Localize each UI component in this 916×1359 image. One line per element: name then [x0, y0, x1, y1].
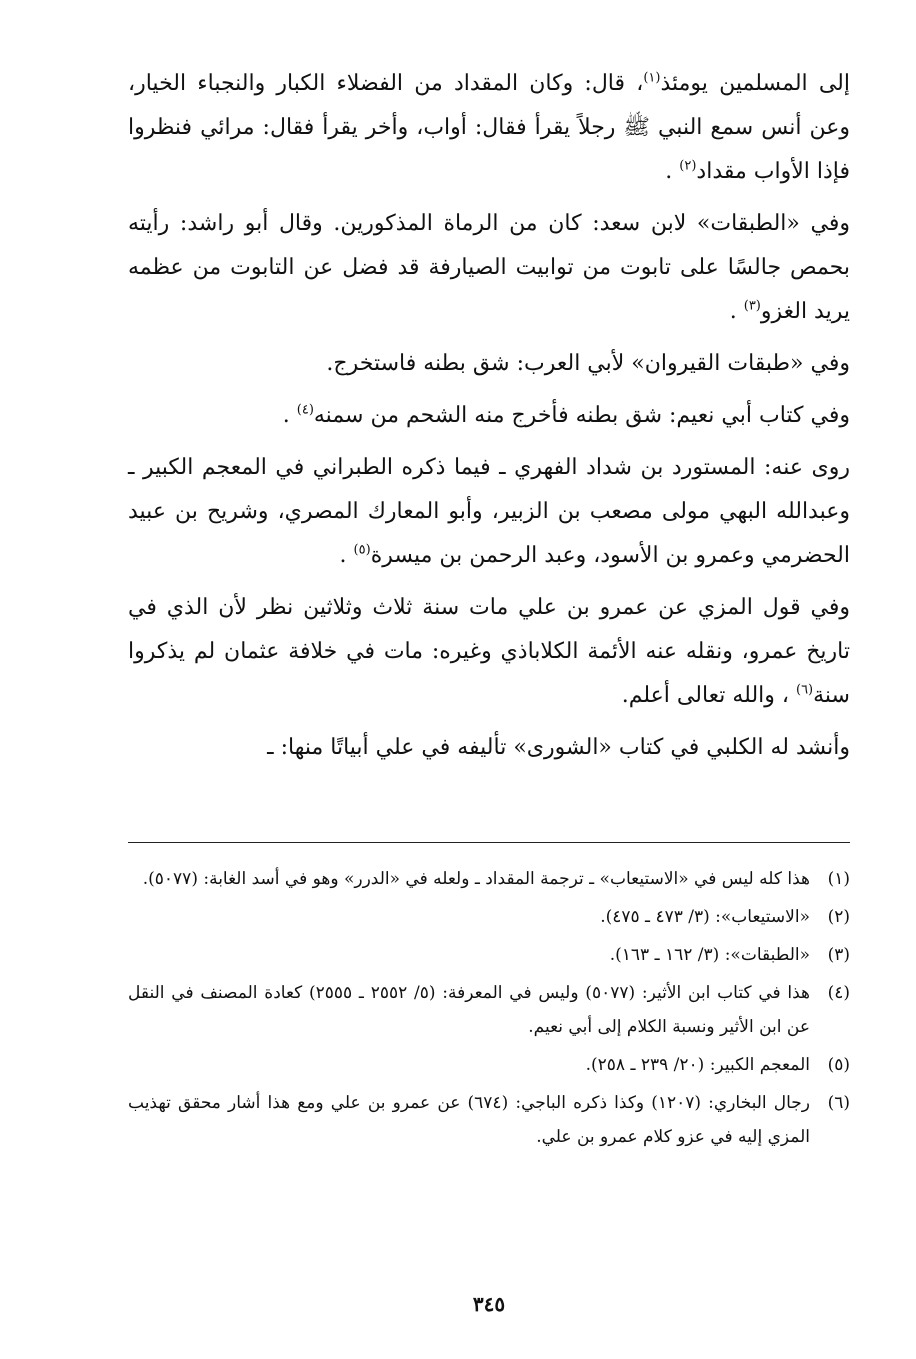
text-run: .: [665, 159, 680, 184]
paragraph-1: [128, 62, 850, 194]
paragraph-6: [128, 586, 850, 718]
text-run: وأنشد له الكلبي في كتاب «الشورى» تأليفه في علي أبياتًا منها: ـ: [267, 735, 850, 760]
footnote-ref-5[interactable]: (٥): [353, 542, 371, 558]
footnote-text: «الاستيعاب»: (٣/ ٤٧٣ ـ ٤٧٥).: [600, 907, 810, 927]
footnote-5: [128, 1048, 850, 1082]
footnote-ref-6[interactable]: (٦): [795, 682, 814, 698]
footnote-ref-3[interactable]: (٣): [743, 298, 761, 314]
footnote-4: [128, 976, 850, 1044]
footnote-2: [128, 900, 850, 934]
text-run: وفي «طبقات القيروان» لأبي العرب: شق بطنه فاستخرج.: [326, 351, 850, 376]
footnote-number: (٢): [827, 907, 850, 927]
text-run: ، قال: وكان المقداد من الفضلاء الكبار والنجباء الخيار،: [128, 71, 644, 96]
footnote-ref-1[interactable]: (١): [643, 70, 661, 86]
text-run: .: [729, 299, 744, 324]
paragraph-7: [128, 726, 850, 770]
text-run: ، والله تعالى أعلم.: [621, 683, 796, 708]
footnote-number: (٤): [827, 983, 850, 1003]
footnote-ref-2[interactable]: (٢): [679, 158, 697, 174]
footnotes: [128, 862, 850, 1154]
footnote-number: (٦): [827, 1093, 850, 1113]
paragraph-3: [128, 342, 850, 386]
book-page: [128, 62, 850, 1316]
text-run: .: [282, 403, 297, 428]
footnote-number: (٥): [827, 1055, 850, 1075]
text-run: .: [339, 543, 354, 568]
text-run: وفي قول المزي عن عمرو بن علي مات سنة ثلاث وثلاثين نظر لأن الذي في تاريخ عمرو، ونقله عنه الأئمة الكلاباذي وغيره: مات في خلافة عثمان لم يذكروا سنة: [128, 595, 850, 708]
footnote-text: المعجم الكبير: (٢٠/ ٢٣٩ ـ ٢٥٨).: [585, 1055, 810, 1075]
page-number: ٣٤٥: [472, 1292, 506, 1316]
paragraph-4: [128, 394, 850, 438]
text-run: وعن أنس سمع النبي ﷺ رجلاً يقرأ فقال: أواب، وأخر يقرأ فقال: مرائي: [200, 115, 850, 140]
footnote-ref-4[interactable]: (٤): [296, 402, 314, 418]
text-run: فنظروا فإذا الأواب مقداد: [128, 115, 850, 184]
footnote-text: هذا في كتاب ابن الأثير: (٥٠٧٧) وليس في المعرفة: (٥/ ٢٥٥٢ ـ ٢٥٥٥) كعادة المصنف في النقل عن ابن الأثير ونسبة الكلام إلى أبي نعيم.: [128, 983, 811, 1037]
footnote-text: رجال البخاري: (١٢٠٧) وكذا ذكره الباجي: (٦٧٤) عن عمرو بن علي ومع هذا أشار محقق تهذيب المزي إليه في عزو كلام عمرو بن علي.: [128, 1093, 810, 1147]
paragraph-5: [128, 446, 850, 578]
footnote-number: (١): [827, 869, 850, 889]
text-run: وفي «الطبقات» لابن سعد: كان من الرماة المذكورين. وقال أبو راشد: رأيته بحمص جالسًا على تابوت من توابيت الصيارفة قد فضل عن التابوت من عظمه يريد الغزو: [128, 211, 850, 324]
text-run: روى عنه: المستورد بن شداد الفهري ـ فيما ذكره الطبراني في المعجم الكبير ـ وعبدالله البهي مولى مصعب بن الزبير، وأبو المعارك المصري، وشريح بن عبيد الحضرمي وعمرو بن الأسود، وعبد الرحمن بن ميسرة: [128, 455, 850, 568]
paragraph-2: [128, 202, 850, 334]
footnote-3: [128, 938, 850, 972]
footnote-number: (٣): [827, 945, 850, 965]
footnote-text: «الطبقات»: (٣/ ١٦٢ ـ ١٦٣).: [609, 945, 810, 965]
footnote-6: [128, 1086, 850, 1154]
text-run: إلى المسلمين يومئذ: [660, 71, 850, 96]
footnote-1: [128, 862, 850, 896]
footnote-separator: [128, 842, 850, 843]
main-text: [128, 62, 850, 770]
text-run: وفي كتاب أبي نعيم: شق بطنه فأخرج منه الشحم من سمنه: [313, 403, 850, 428]
footnote-text: هذا كله ليس في «الاستيعاب» ـ ترجمة المقداد ـ ولعله في «الدرر» وهو في أسد الغابة: (٥٠٧٧).: [142, 869, 810, 889]
